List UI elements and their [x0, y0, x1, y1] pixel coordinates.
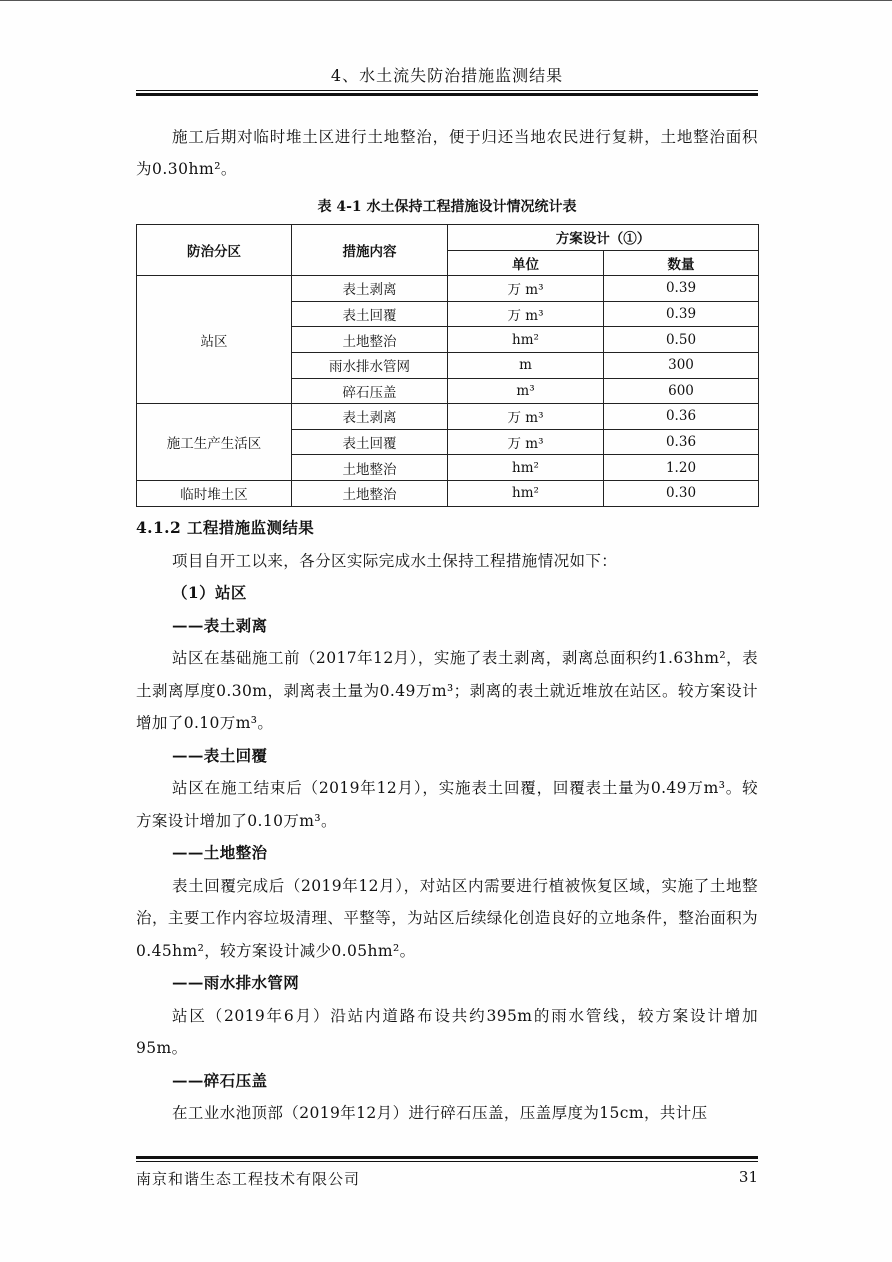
table-row	[137, 404, 759, 430]
item-text-drainage: 站区（2019年6月）沿站内道路布设共约395m的雨水管线，较方案设计增加95m。	[136, 1006, 758, 1057]
qty-cell: 1.20	[604, 455, 759, 481]
measures-table	[136, 224, 759, 507]
page-number: 31	[738, 1168, 758, 1186]
zone-cell: 临时堆土区	[137, 480, 292, 506]
section-body	[136, 512, 758, 1130]
qty-cell: 0.50	[604, 327, 759, 353]
unit-cell: 万 m³	[448, 276, 604, 302]
col-zone-header: 防治分区	[137, 225, 292, 276]
item-text-stripping: 站区在基础施工前（2017年12月），实施了表土剥离，剥离总面积约1.63hm²，表土剥离厚度0.30m，剥离表土量为0.49万m³；剥离的表土就近堆放在站区。较方案设计增加了0.10万m³。	[136, 649, 758, 732]
intro-paragraph	[136, 121, 758, 185]
qty-cell: 600	[604, 378, 759, 404]
zone-cell: 站区	[137, 276, 292, 404]
item-title-gravel: ——碎石压盖	[172, 1070, 268, 1090]
measure-cell: 雨水排水管网	[292, 352, 448, 378]
unit-cell: m	[448, 352, 604, 378]
measure-cell: 表土回覆	[292, 429, 448, 455]
measure-cell: 碎石压盖	[292, 378, 448, 404]
qty-cell: 0.39	[604, 276, 759, 302]
unit-cell: hm²	[448, 327, 604, 353]
item-text-gravel: 在工业水池顶部（2019年12月）进行碎石压盖，压盖厚度为15cm，共计压	[172, 1104, 708, 1122]
item-title-stripping: ——表土剥离	[172, 615, 268, 635]
qty-cell: 0.36	[604, 404, 759, 430]
unit-cell: m³	[448, 378, 604, 404]
section-heading: 4.1.2 工程措施监测结果	[136, 518, 315, 537]
unit-cell: hm²	[448, 480, 604, 506]
unit-cell: 万 m³	[448, 429, 604, 455]
col-unit-header: 单位	[448, 250, 604, 276]
item-text-backfill: 站区在施工结束后（2019年12月），实施表土回覆，回覆表土量为0.49万m³。较方案设计增加了0.10万m³。	[136, 779, 758, 830]
col-measure-header: 措施内容	[292, 225, 448, 276]
header-rule-thin	[136, 90, 758, 91]
qty-cell: 0.36	[604, 429, 759, 455]
subsection-heading: （1）站区	[172, 583, 247, 602]
col-qty-header: 数量	[604, 250, 759, 276]
measure-cell: 土地整治	[292, 327, 448, 353]
item-text-land-grading: 表土回覆完成后（2019年12月），对站区内需要进行植被恢复区域，实施了土地整治，主要工作内容垃圾清理、平整等，为站区后续绿化创造良好的立地条件，整治面积为0.45hm²，较方案设计减少0.05hm²。	[136, 876, 758, 960]
table-caption: 表 4-1 水土保持工程措施设计情况统计表	[317, 199, 577, 215]
measure-cell: 表土剥离	[292, 404, 448, 430]
measure-cell: 土地整治	[292, 455, 448, 481]
qty-cell: 300	[604, 352, 759, 378]
page-top-edge	[0, 0, 892, 1]
unit-cell: 万 m³	[448, 301, 604, 327]
table-row	[137, 480, 759, 506]
item-title-land-grading: ——土地整治	[172, 843, 268, 862]
measure-cell: 土地整治	[292, 480, 448, 506]
section-lead: 项目自开工以来，各分区实际完成水土保持工程措施情况如下：	[172, 551, 618, 570]
unit-cell: hm²	[448, 455, 604, 481]
header-rule-thick	[136, 93, 758, 96]
item-title-drainage: ——雨水排水管网	[172, 973, 300, 992]
qty-cell: 0.30	[604, 480, 759, 506]
qty-cell: 0.39	[604, 301, 759, 327]
table-row	[137, 276, 759, 302]
footer-rule-thin	[136, 1161, 758, 1162]
zone-cell: 施工生产生活区	[137, 404, 292, 481]
measure-cell: 表土回覆	[292, 301, 448, 327]
col-plan-header: 方案设计（①）	[448, 225, 759, 251]
intro-text: 施工后期对临时堆土区进行土地整治，便于归还当地农民进行复耕，土地整治面积为0.30hm²。	[136, 128, 758, 178]
footer-rule-thick	[136, 1156, 758, 1159]
footer-company: 南京和谐生态工程技术有限公司	[136, 1170, 361, 1188]
item-title-backfill: ——表土回覆	[172, 745, 268, 765]
unit-cell: 万 m³	[448, 404, 604, 430]
measure-cell: 表土剥离	[292, 276, 448, 302]
running-header: 4、水土流失防治措施监测结果	[330, 66, 564, 85]
